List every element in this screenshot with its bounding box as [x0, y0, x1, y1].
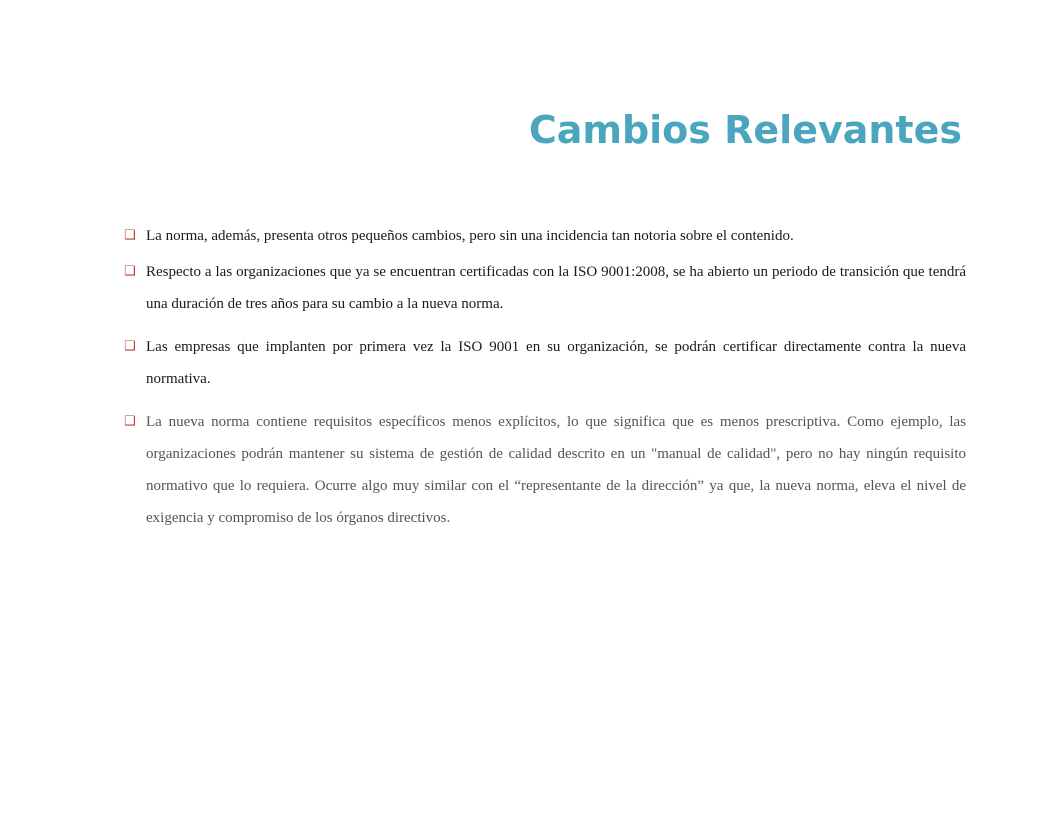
list-item-text: La nueva norma contiene requisitos específicos menos explícitos, lo que significa que es menos prescriptiva. Como ejemplo, las organizaciones podrán mantener su sistema de gestión de calidad descrito en un "manual de calidad", pero no hay ningún requisito normativo que lo requiera. Ocurre algo muy similar con el “representante de la dirección” ya que, la nueva norma, eleva el nivel de exigencia y compromiso de los órganos directivos.	[146, 414, 966, 526]
square-bullet-icon: ❑	[124, 264, 136, 279]
list-item-text: La norma, además, presenta otros pequeños cambios, pero sin una incidencia tan notoria sobre el contenido.	[146, 228, 794, 244]
list-item	[124, 220, 966, 252]
list-item-text: Las empresas que implanten por primera vez la ISO 9001 en su organización, se podrán certificar directamente contra la nueva normativa.	[146, 339, 966, 387]
list-item-text: Respecto a las organizaciones que ya se encuentran certificadas con la ISO 9001:2008, se ha abierto un periodo de transición que tendrá una duración de tres años para su cambio a la nueva norma.	[146, 264, 966, 312]
page-title: Cambios Relevantes	[528, 108, 962, 152]
list-item	[124, 406, 966, 534]
square-bullet-icon: ❑	[124, 414, 136, 429]
list-item	[124, 331, 966, 395]
list-item	[124, 256, 966, 320]
bullet-list	[124, 220, 966, 545]
square-bullet-icon: ❑	[124, 339, 136, 354]
square-bullet-icon: ❑	[124, 228, 136, 243]
